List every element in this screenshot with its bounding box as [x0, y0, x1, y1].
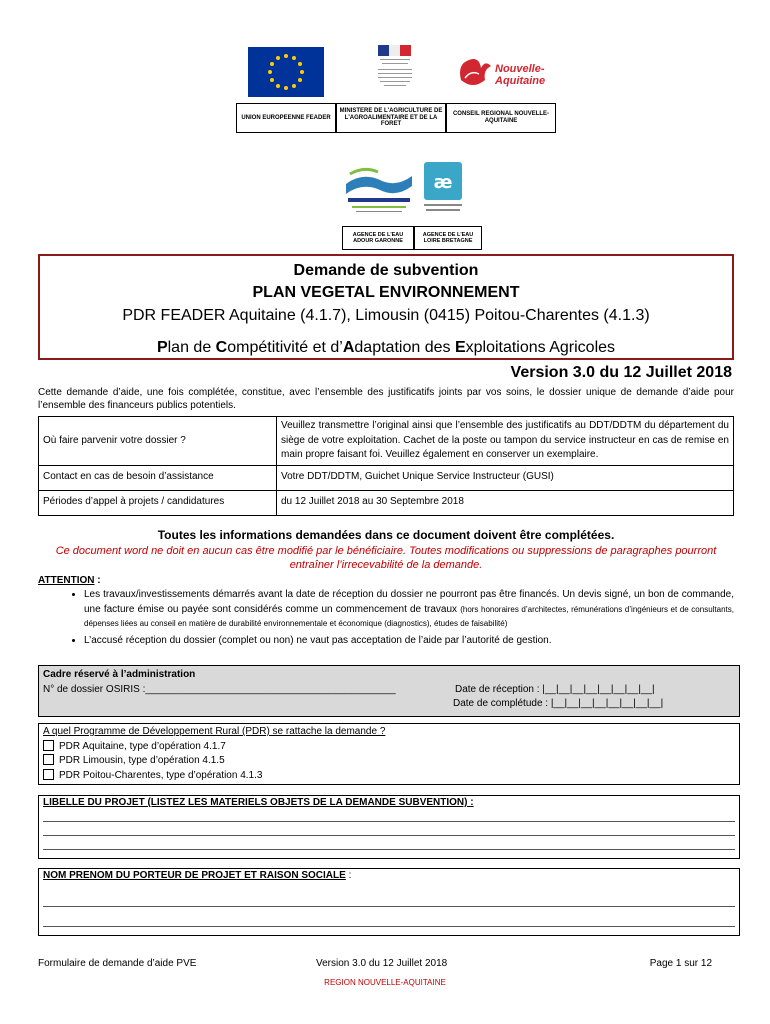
- attention-title: ATTENTION :: [38, 575, 101, 586]
- title-line-4: Plan de Compétitivité et d’Adaptation des Exploitations Agricoles: [156, 339, 616, 356]
- list-item: • L’accusé réception du dossier (complet ou non) ne vaut pas acceptation de l’aide par l’autorité de gestion.: [84, 634, 734, 649]
- pdr-option-poitou[interactable]: PDR Poitou-Charentes, type d’opération 4.1.3: [43, 769, 735, 784]
- libelle-input-line-2[interactable]: [43, 822, 735, 836]
- nom-input-line-2[interactable]: [43, 907, 735, 927]
- adour-garonne-logo: [342, 162, 416, 220]
- libelle-input-line-1[interactable]: [43, 808, 735, 822]
- adour-garonne-label: AGENCE DE L'EAU ADOUR GARONNE: [342, 226, 414, 250]
- osiris-number: [43, 683, 735, 698]
- eu-label: UNION EUROPEENNE FEADER: [236, 103, 336, 133]
- mandatory-notice: Toutes les informations demandées dans ce document doivent être complétées.: [157, 528, 615, 542]
- pdr-option-limousin[interactable]: PDR Limousin, type d’opération 4.1.5: [43, 754, 735, 769]
- title-line-2: PLAN VEGETAL ENVIRONNEMENT: [252, 284, 520, 301]
- pdr-box: [38, 723, 740, 785]
- pdr-question: A quel Programme de Développement Rural (PDR) se rattache la demande ?: [43, 726, 386, 737]
- nouvelle-aquitaine-logo-text: Nouvelle-Aquitaine: [495, 63, 546, 87]
- reception-date: Date de réception : |__|__|__|__|__|__|__|__|: [455, 683, 655, 695]
- ministry-label: MINISTERE DE L'AGRICULTURE DE L'AGROALIMENTAIRE ET DE LA FORET: [336, 103, 446, 133]
- admin-title: Cadre réservé à l’administration: [43, 669, 196, 680]
- table-row: [39, 465, 734, 490]
- checkbox[interactable]: [43, 769, 54, 780]
- marianne-logo: [370, 45, 420, 100]
- checkbox[interactable]: [43, 754, 54, 765]
- title-box: [38, 254, 734, 360]
- list-item: [84, 588, 734, 632]
- region-label: CONSEIL REGIONAL NOUVELLE-AQUITAINE: [446, 103, 556, 133]
- pdr-option-aquitaine[interactable]: PDR Aquitaine, type d’opération 4.1.7: [43, 740, 735, 755]
- svg-text:æ: æ: [433, 172, 453, 193]
- attention-bullet-1-detail: (hors honoraires d’architectes, rémunérations d’ingénieurs et de consultants, dépenses liées au conseil en matière de durabilité environnementale et économique (diagnostics), études de faisabilité): [84, 604, 734, 628]
- admin-reserved-box: [38, 665, 740, 717]
- nom-input-line-1[interactable]: [43, 887, 735, 907]
- table-row: [39, 417, 734, 466]
- checkbox[interactable]: [43, 740, 54, 751]
- version-label: Version 3.0 du 12 Juillet 2018: [510, 364, 732, 381]
- loire-bretagne-label: AGENCE DE L'EAU LOIRE BRETAGNE: [414, 226, 482, 250]
- libelle-title: LIBELLE DU PROJET (LISTEZ LES MATERIELS OBJETS DE LA DEMANDE SUBVENTION) :: [43, 797, 474, 808]
- title-line-1: Demande de subvention: [293, 262, 479, 279]
- footer-page: Page 1 sur 12: [649, 958, 712, 969]
- footer-left: Formulaire de demande d’aide PVE: [38, 958, 197, 969]
- info-label-contact: Contact en cas de besoin d’assistance: [39, 465, 277, 490]
- eu-flag-logo: [248, 47, 324, 97]
- nom-box: [38, 868, 740, 936]
- attention-list: [58, 588, 734, 648]
- intro-text: Cette demande d’aide, une fois complétée, constitue, avec l’ensemble des justificatifs joints par vos soins, le dossier unique de demande d’aide pour l’ensemble des financeurs publics potentiels.: [38, 387, 734, 411]
- title-line-3: PDR FEADER Aquitaine (4.1.7), Limousin (0415) Poitou-Charentes (4.1.3): [122, 307, 650, 324]
- attention-bullet-1: Les travaux/investissements démarrés avant la date de réception du dossier ne pourront pas être financés. Un devis signé, un bon de commande, une facture émise ou payée sont considérés comme un commencement de travaux: [84, 589, 734, 615]
- info-value-contact: Votre DDT/DDTM, Guichet Unique Service Instructeur (GUSI): [277, 465, 734, 490]
- libelle-box: [38, 795, 740, 859]
- osiris-field: N° de dossier OSIRIS :_____________________________________________: [43, 683, 396, 695]
- nom-title: NOM PRENOM DU PORTEUR DE PROJET ET RAISON SOCIALE :: [43, 870, 352, 881]
- info-table: [38, 416, 734, 516]
- footer-center: Version 3.0 du 12 Juillet 2018: [316, 958, 448, 969]
- loire-bretagne-logo: [420, 162, 468, 220]
- nouvelle-aquitaine-logo: [455, 50, 555, 98]
- info-label-period: Périodes d’appel à projets / candidatures: [39, 490, 277, 515]
- info-label-delivery: Où faire parvenir votre dossier ?: [39, 417, 277, 466]
- info-value-period: du 12 Juillet 2018 au 30 Septembre 2018: [277, 490, 734, 515]
- table-row: [39, 490, 734, 515]
- info-value-delivery: Veuillez transmettre l’original ainsi que l’ensemble des justificatifs au DDT/DDTM du département du siège de votre exploitation. Cachet de la poste ou tampon du service instructeur en cas de remise en main propre faisant foi. Veuillez également en conserver un exemplaire.: [277, 417, 734, 466]
- libelle-input-line-3[interactable]: [43, 836, 735, 850]
- completude-date: Date de complétude : |__|__|__|__|__|__|__|__|: [453, 698, 664, 709]
- modification-warning: Ce document word ne doit en aucun cas être modifié par le bénéficiaire. Toutes modifications ou suppressions de paragraphes pourront entraîner l’irrecevabilité de la demande.: [55, 545, 717, 572]
- footer-region: REGION NOUVELLE-AQUITAINE: [324, 978, 446, 987]
